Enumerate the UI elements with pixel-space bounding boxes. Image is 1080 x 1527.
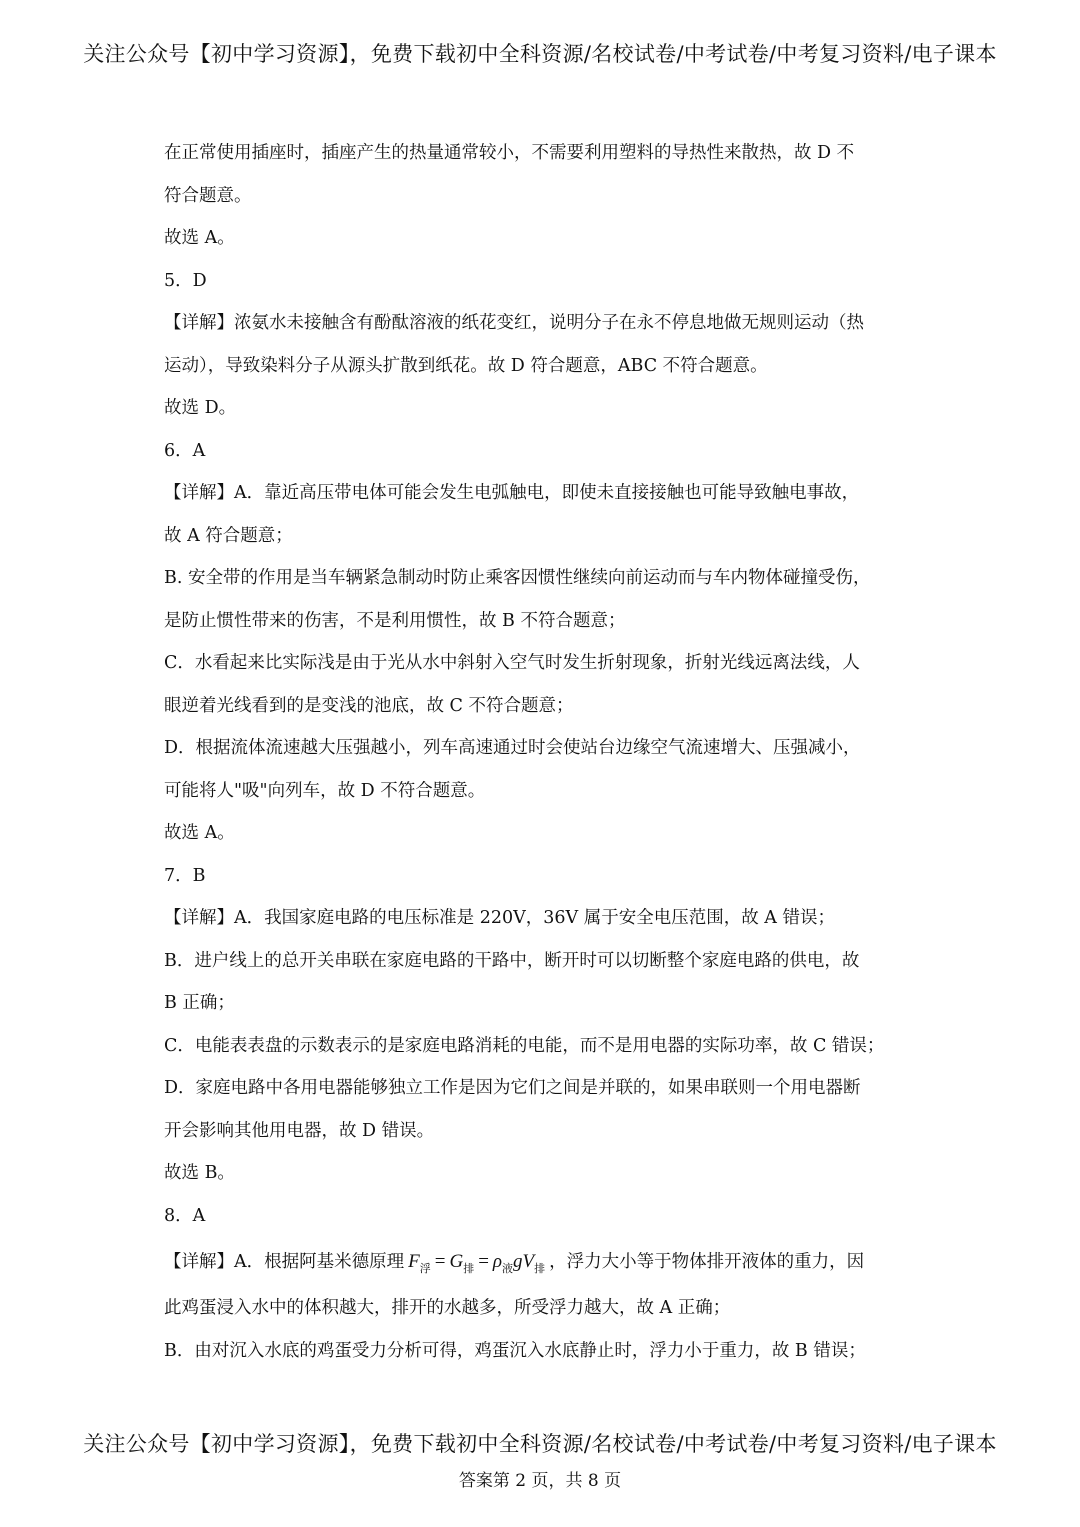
formula-equals: = (434, 1251, 446, 1272)
formula-f-sub: 浮 (419, 1262, 431, 1275)
text-line: B．由对沉入水底的鸡蛋受力分析可得，鸡蛋沉入水底静止时，浮力小于重力，故 B 错误； (164, 1340, 866, 1361)
text-line: 眼逆着光线看到的是变浅的池底，故 C 不符合题意； (164, 695, 574, 716)
text-line: 故选 B。 (164, 1163, 235, 1183)
text-line: 符合题意。 (164, 185, 252, 206)
bottom-banner: 关注公众号【初中学习资源】，免费下载初中全科资源/名校试卷/中考试卷/中考复习资料/电子课本 (83, 1432, 997, 1456)
text-line: 运动），导致染料分子从源头扩散到纸花。故 D 符合题意，ABC 不符合题意。 (164, 355, 768, 376)
text-line: 故选 A。 (164, 228, 235, 248)
formula-g: G (449, 1251, 464, 1272)
text-line: 故 A 符合题意； (164, 525, 293, 546)
text-line: D．家庭电路中各用电器能够独立工作是因为它们之间是并联的，如果串联则一个用电器断 (164, 1078, 861, 1098)
text-line: 【详解】A．我国家庭电路的电压标准是 220V，36V 属于安全电压范围，故 A 错误； (164, 908, 835, 928)
archimedes-formula (408, 1237, 545, 1294)
text-line: 此鸡蛋浸入水中的体积越大，排开的水越多，所受浮力越大，故 A 正确； (164, 1298, 731, 1318)
text-line: 是防止惯性带来的伤害，不是利用惯性，故 B 不符合题意； (164, 610, 626, 631)
text-line: B 正确； (164, 993, 235, 1013)
formula-v-sub: 排 (534, 1262, 546, 1275)
page-number: 答案第 2 页，共 8 页 (458, 1471, 622, 1491)
formula-text-line (164, 1237, 934, 1287)
text-line: D．根据流体流速越大压强越小，列车高速通过时会使站台边缘空气流速增大、压强减小， (164, 738, 861, 758)
text-line: 故选 A。 (164, 823, 235, 843)
formula-rho: ρ (492, 1251, 503, 1272)
question-number: 8．A (164, 1205, 206, 1226)
text-line: 可能将人"吸"向列车，故 D 不符合题意。 (164, 780, 486, 801)
text-line: B．进户线上的总开关串联在家庭电路的干路中，断开时可以切断整个家庭电路的供电，故 (164, 950, 860, 971)
question-number: 7．B (164, 865, 206, 886)
formula-g-sub: 排 (463, 1262, 475, 1275)
answer-content (164, 132, 934, 1372)
text-line: C．电能表表盘的示数表示的是家庭电路消耗的电能，而不是用电器的实际功率，故 C 错误； (164, 1035, 885, 1056)
formula-rho-sub: 液 (502, 1262, 514, 1275)
formula-equals: = (478, 1251, 489, 1272)
text-line: 开会影响其他用电器，故 D 错误。 (164, 1120, 435, 1141)
text-line: B. 安全带的作用是当车辆紧急制动时防止乘客因惯性继续向前运动而与车内物体碰撞受伤， (164, 568, 871, 588)
text-line: C．水看起来比实际浅是由于光从水中斜射入空气时发生折射现象，折射光线远离法线，人 (164, 653, 860, 673)
formula-suffix: ，浮力大小等于物体排开液体的重力，因 (549, 1252, 865, 1272)
formula-f: F (408, 1251, 420, 1272)
question-number: 5．D (164, 270, 207, 291)
text-line: 【详解】A．靠近高压带电体可能会发生电弧触电，即使未直接接触也可能导致触电事故， (164, 483, 860, 503)
text-line: 故选 D。 (164, 398, 237, 418)
text-line: 【详解】浓氨水未接触含有酚酞溶液的纸花变红，说明分子在永不停息地做无规则运动（热 (164, 313, 864, 333)
formula-gv: gV (513, 1251, 535, 1272)
question-number: 6．A (164, 440, 206, 461)
text-line: 在正常使用插座时，插座产生的热量通常较小，不需要利用塑料的导热性来散热，故 D 不 (164, 143, 855, 163)
top-banner: 关注公众号【初中学习资源】，免费下载初中全科资源/名校试卷/中考试卷/中考复习资料/电子课本 (83, 42, 997, 66)
formula-prefix: 【详解】A．根据阿基米德原理 (164, 1252, 405, 1272)
